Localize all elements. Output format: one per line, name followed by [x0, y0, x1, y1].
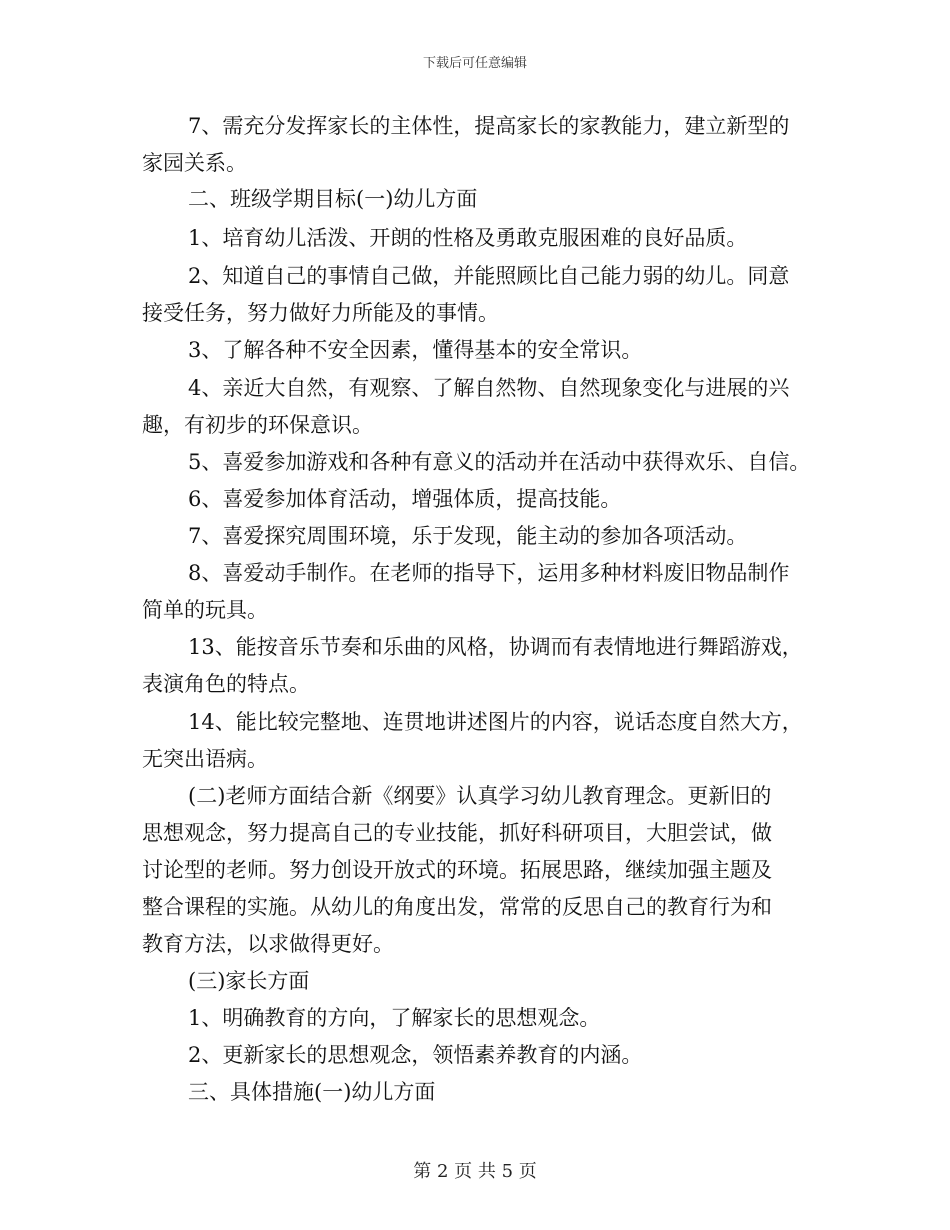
text-line: 整合课程的实施。从幼儿的角度出发，常常的反思自己的教育行为和: [142, 895, 772, 919]
text-line: 接受任务，努力做好力所能及的事情。: [142, 301, 499, 325]
text-line: 7、喜爱探究周围环境，乐于发现，能主动的参加各项活动。: [188, 524, 748, 548]
text-line: 1、培育幼儿活泼、开朗的性格及勇敢克服困难的良好品质。: [188, 226, 748, 250]
text-line: 思想观念，努力提高自己的专业技能，抓好科研项目，大胆尝试，做: [142, 821, 772, 845]
text-line: 13、能按音乐节奏和乐曲的风格，协调而有表情地进行舞蹈游戏，: [188, 635, 803, 659]
text-line: 6、喜爱参加体育活动，增强体质，提高技能。: [188, 487, 622, 511]
section-heading: 二、班级学期目标(一)幼儿方面: [188, 187, 478, 211]
text-line: 教育方法，以求做得更好。: [142, 932, 394, 956]
page-number: 第 2 页 共 5 页: [413, 1161, 537, 1182]
text-line: 5、喜爱参加游戏和各种有意义的活动并在活动中获得欢乐、自信。: [188, 450, 811, 474]
text-line: 8、喜爱动手制作。在老师的指导下，运用多种材料废旧物品制作: [188, 561, 790, 585]
text-line: 讨论型的老师。努力创设开放式的环境。拓展思路，继续加强主题及: [142, 858, 772, 882]
text-line: 3、了解各种不安全因素，懂得基本的安全常识。: [188, 338, 643, 362]
text-line: 趣，有初步的环保意识。: [142, 413, 373, 437]
text-line: 7、需充分发挥家长的主体性，提高家长的家教能力，建立新型的: [188, 114, 790, 138]
text-line: 简单的玩具。: [142, 598, 268, 622]
text-line: 14、能比较完整地、连贯地讲述图片的内容，说话态度自然大方，: [188, 710, 803, 734]
text-line: 表演角色的特点。: [142, 672, 310, 696]
section-heading: 三、具体措施(一)幼儿方面: [188, 1080, 436, 1104]
page-header: 下载后可任意编辑: [422, 56, 527, 71]
text-line: 1、明确教育的方向，了解家长的思想观念。: [188, 1006, 601, 1030]
text-line: 家园关系。: [142, 151, 247, 175]
text-line: 无突出语病。: [142, 747, 268, 771]
section-heading: (三)家长方面: [188, 969, 310, 993]
text-line: 2、更新家长的思想观念，领悟素养教育的内涵。: [188, 1043, 643, 1067]
text-line: 2、知道自己的事情自己做，并能照顾比自己能力弱的幼儿。同意: [188, 264, 790, 288]
section-heading: (二)老师方面结合新《纲要》认真学习幼儿教育理念。更新旧的: [188, 784, 772, 808]
text-line: 4、亲近大自然，有观察、了解自然物、自然现象变化与进展的兴: [188, 376, 790, 400]
